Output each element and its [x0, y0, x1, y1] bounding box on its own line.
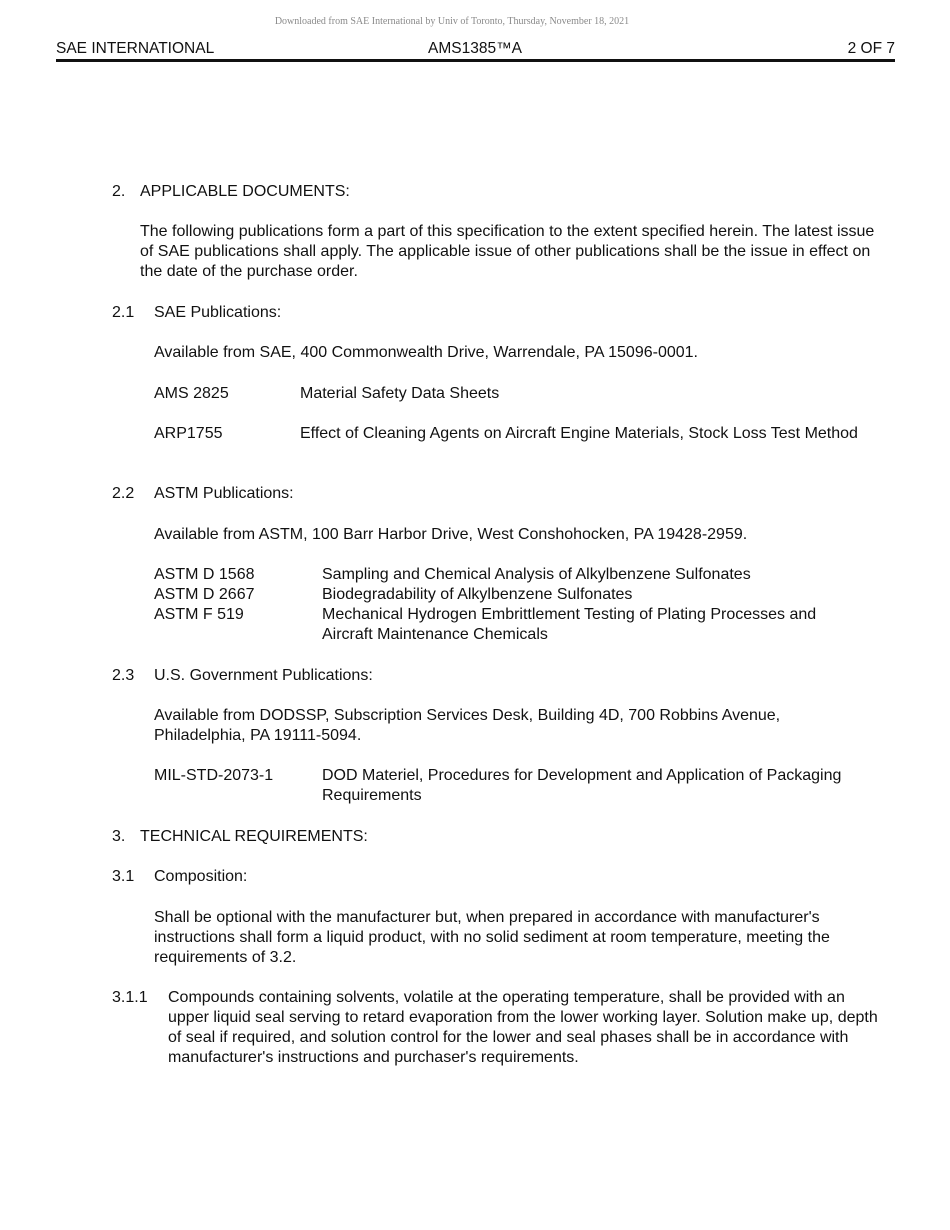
doc-title: Material Safety Data Sheets — [300, 385, 500, 402]
availability-note: Available from DODSSP, Subscription Services Desk, Building 4D, 700 Robbins Avenue, Philadelphia, PA 19111-5094. — [154, 707, 781, 744]
section-number: 2.1 — [112, 304, 135, 321]
availability-note: Available from ASTM, 100 Barr Harbor Drive, West Conshohocken, PA 19428-2959. — [154, 526, 748, 543]
section-title: Composition: — [154, 868, 248, 885]
section-paragraph: The following publications form a part of this specification to the extent specified herein. The latest issue of SAE publications shall apply. The applicable issue of other publications shall be the issue in effect on the date of the purchase order. — [140, 223, 875, 280]
page-header — [56, 39, 895, 59]
section-paragraph: Compounds containing solvents, volatile at the operating temperature, shall be provided with an upper liquid seal serving to retard evaporation from the lower working layer. Solution make up, depth of seal if required, and solution control for the lower and seal phases shall be in accordance with manufacturer's instructions and purchaser's requirements. — [168, 989, 878, 1066]
doc-id: ASTM D 2667 — [154, 586, 255, 603]
doc-id: ASTM F 519 — [154, 606, 244, 623]
doc-title: Sampling and Chemical Analysis of Alkylbenzene Sulfonates — [322, 566, 751, 583]
doc-id: ARP1755 — [154, 425, 223, 442]
header-doc-number: AMS1385™A — [428, 40, 522, 57]
section-paragraph: Shall be optional with the manufacturer but, when prepared in accordance with manufacturer's instructions shall form a liquid product, with no solid sediment at room temperature, meeting the requirements of 3.2. — [154, 909, 830, 966]
doc-title: Biodegradability of Alkylbenzene Sulfonates — [322, 586, 633, 603]
section-number: 2.2 — [112, 485, 135, 502]
doc-id: ASTM D 1568 — [154, 566, 255, 583]
doc-title: DOD Materiel, Procedures for Development and Application of Packaging Requirements — [322, 767, 842, 804]
section-number: 3.1.1 — [112, 989, 148, 1006]
doc-id: AMS 2825 — [154, 385, 229, 402]
availability-note: Available from SAE, 400 Commonwealth Drive, Warrendale, PA 15096-0001. — [154, 344, 698, 361]
section-title: ASTM Publications: — [154, 485, 294, 502]
doc-title: Effect of Cleaning Agents on Aircraft Engine Materials, Stock Loss Test Method — [300, 425, 858, 442]
header-rule — [56, 59, 895, 62]
section-title: TECHNICAL REQUIREMENTS: — [140, 828, 368, 845]
header-page-number: 2 OF 7 — [847, 40, 895, 57]
download-watermark: Downloaded from SAE International by Univ of Toronto, Thursday, November 18, 2021 — [274, 16, 630, 27]
section-title: SAE Publications: — [154, 304, 282, 321]
section-title: U.S. Government Publications: — [154, 667, 373, 684]
section-title: APPLICABLE DOCUMENTS: — [140, 183, 350, 200]
doc-title: Mechanical Hydrogen Embrittlement Testing of Plating Processes and Aircraft Maintenance Chemicals — [322, 606, 817, 643]
section-number: 2. — [112, 183, 126, 200]
section-number: 3.1 — [112, 868, 135, 885]
doc-id: MIL-STD-2073-1 — [154, 767, 274, 784]
header-org: SAE INTERNATIONAL — [56, 40, 215, 57]
section-number: 3. — [112, 828, 126, 845]
section-number: 2.3 — [112, 667, 135, 684]
